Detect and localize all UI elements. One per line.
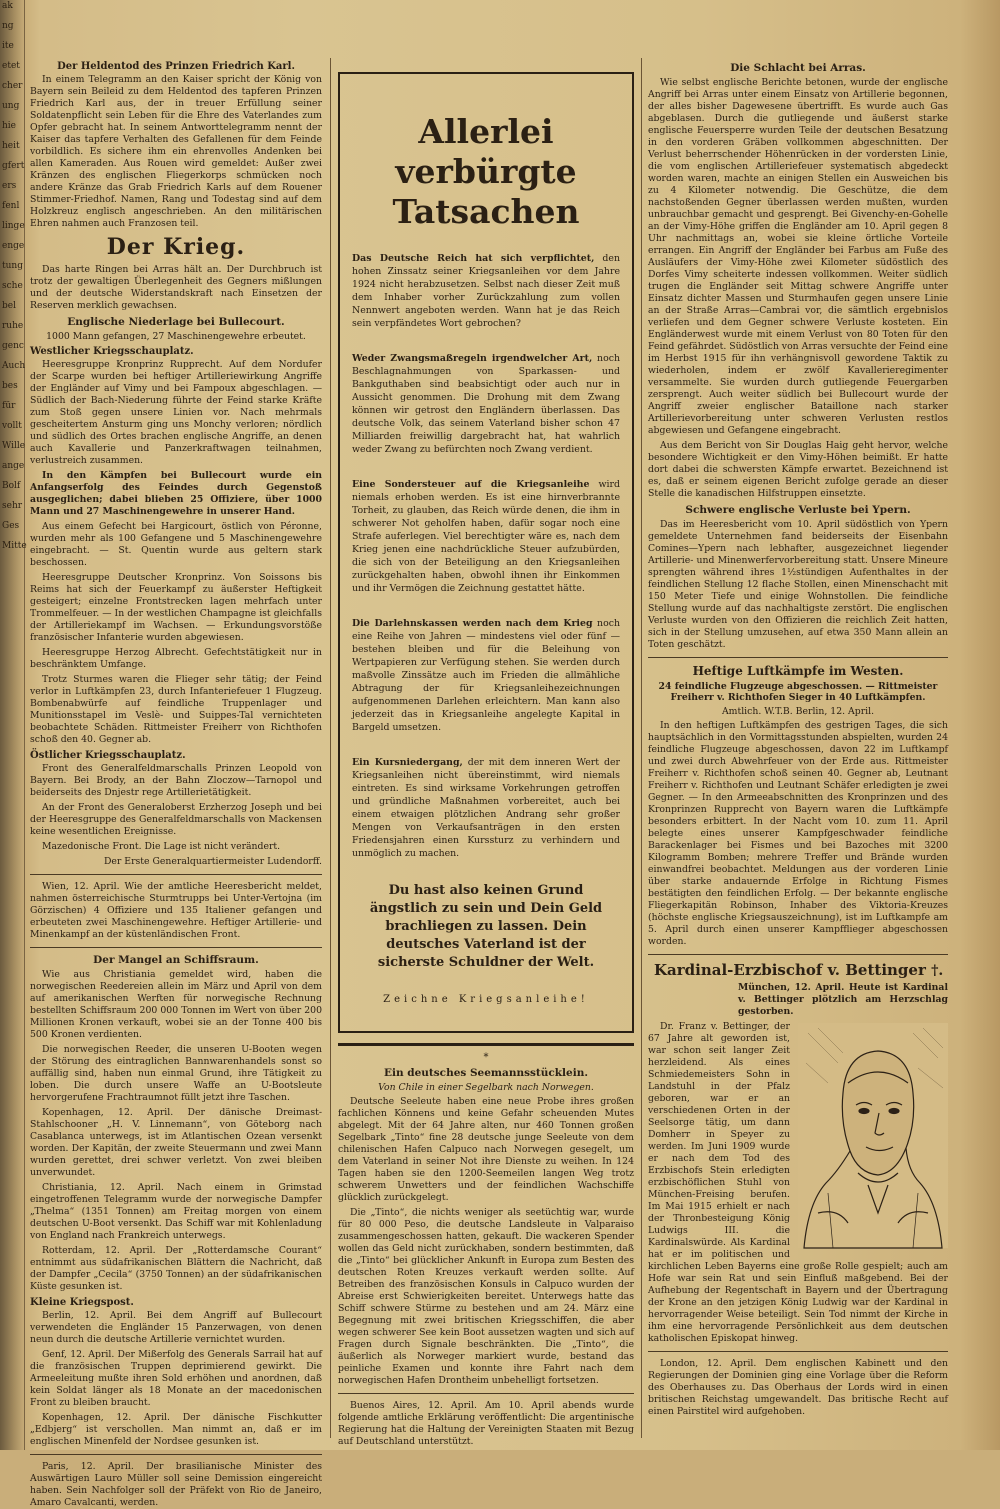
fact-1-body: den hohen Zinssatz seiner Kriegsanleihen vor dem Jahre 1924 nicht herabzusetzen. Selbst nach dieser Zeit muß dem Inhaber vorher Zurückzahlung zum vollen Nennwert angeboten werden. Wann hat je das Reich sein verpfändetes Wort gebrochen? (352, 253, 620, 329)
west-paragraph-1: Heeresgruppe Kronprinz Rupprecht. Auf dem Nordufer der Scarpe wurden bei heftiger Artilleriewirkung Angriffe der Engländer auf Vimy und bei Fampoux abgeschlagen. — Südlich der Bach-Niederung führte der Feind starke Kräfte zum Stoß gegen unsere Linien vor. Nach mehrmals gescheitertem Ansturm ging uns Monchy verloren; nördlich und südlich des Ortes brachen englische Angriffe, an denen auch Kavallerie und Panzerkraftwagen teilnahmen, verlustreich zusammen. (30, 359, 322, 466)
kriegspost-paragraph-2: Genf, 12. April. Der Mißerfolg des Generals Sarrail hat auf die französischen Truppen deprimierend gewirkt. Die Armeeleitung mußte ihren Sold erhöhen und anordnen, daß kein Soldat länger als 18 Monate an der macedonischen Front zu bleiben braucht. (30, 1349, 322, 1408)
fact-5 (352, 756, 620, 860)
column-middle (338, 58, 634, 1447)
wien-paragraph: Wien, 12. April. Wie der amtliche Heeresbericht meldet, nahmen österreichische Sturmtrupps bei Unter-Vertojna (im Görzischen) 4 Offiziere und 135 Italiener gefangen und erbeuteten zwei Maschinengewehre. Heftiger Artillerie- und Minenkampf an der küstenländischen Front. (30, 881, 322, 940)
east-front-heading: Östlicher Kriegsschauplatz. (30, 750, 186, 761)
fact-2 (352, 352, 620, 456)
kardinal-paragraph: Dr. Franz v. Bettinger, der 67 Jahre alt geworden ist, war schon seit langer Zeit herzleidend. Als eines Schmiedemeisters Sohn in Landstuhl in der Pfalz geboren, war er an verschiedenen Orten in der Seelsorge tätig, um dann Domherr in Speyer zu werden. Im Juni 1909 wurde er nach dem Tod des Erzbischofs Stein erledigten erzbischöflichen Stuhl von München-Freising berufen. Im Mai 1915 erhielt er nach der Thronbesteigung König Ludwigs III. die Kardinalswürde. Als Kardinal hat er im politischen und kirchlichen Leben Bayerns eine große Rolle gespielt; auch am Hofe war sein Rat und sein Einfluß maßgebend. Bei der Aufhebung der Regentschaft in Bayern und der Übertragung der Krone an den jetzigen König Ludwig war der Kardinal in hervorragender Weise beteiligt. Sein Tod nimmt der Kirche in ihm eine hervorragende Persönlichkeit aus dem deutschen katholischen Episkopat hinweg. (648, 1021, 948, 1344)
column-left (30, 58, 322, 1508)
margin-fragment: genc (2, 341, 24, 351)
separator (30, 874, 322, 875)
margin-fragment: sche (2, 281, 23, 291)
arras-paragraph-1: Wie selbst englische Berichte betonen, wurde der englische Angriff bei Arras unter einem Einsatz von Artillerie begonnen, der alles bisher Dagewesene übertrifft. Es wurde auch Gas abgeblasen. Durch die gutliegende und äußerst starke englische Feuersperre wurden Teile der deutschen Besatzung in den vorderen Gräben vollkommen abgeschnitten. Der Verlust beherrschender Höhenrücken in der vordersten Linie, die vom englischen Artilleriefeuer systematisch abgedeckt worden waren, machte an einigen Stellen ein Ausweichen bis zu 4 Kilometer notwendig. Die Geschütze, die dem nachstoßenden Gegner überlassen werden mußten, wurden unbrauchbar gemacht und gesprengt. Bei Givenchy-en-Gohelle an der Vimy-Höhe griffen die Engländer am 10. April gegen 8 Uhr nachmittags an, wobei sie kleine örtliche Vorteile errangen. Ein Angriff der Engländer bei Farbus am Fuße des Ausläufers der Vimy-Höhe zwei Kilometer südöstlich des Dorfes Vimy scheiterte indessen vollkommen. Weiter südlich trugen die Engländer seit Mittag schwere Angriffe unter Einsatz dichter Massen und Sturmhaufen gegen unsere Linie an der Straße Arras—Cambrai vor, die sämtlich ergebnislos verliefen und dem Gegner schwere Verluste kosteten. Ein Engländerwest wurde mit einem Verlust von 80 Toten für den Feind gefährdet. Südöstlich von Arras versuchte der Feind eine im Herbst 1915 für ihn verhängnisvoll gewordene Taktik zu wiederholen, indem er zwölf Kavallerieregimenter versammelte. Sie wurden durch gutliegende Feuergarben zersprengt. Auch weiter südlich bei Bullecourt wurde der Angriff zweier englischer Bataillone nach starker Artillerievorbereitung unter schweren Verlusten restlos abgewiesen und Gefangene eingebracht. (648, 77, 948, 436)
fact-3-lead: Eine Sondersteuer auf die Kriegsanleihe (352, 479, 590, 490)
west-paragraph-5: Heeresgruppe Herzog Albrecht. Gefechtstätigkeit nur in beschränktem Umfange. (30, 647, 322, 670)
schiffsraum-paragraph-1: Wie aus Christiania gemeldet wird, haben die norwegischen Reedereien allein im März und April von dem auf amerikanischen Werften für norwegische Rechnung bestellten Schiffsraum 200 000 Tonnen im Wert von über 200 Millionen Kronen verkauft, wobei sie an der Tonne 400 bis 500 Kronen verdienten. (30, 969, 322, 1040)
margin-fragment: ng (2, 21, 14, 31)
dagger-symbol: †. (931, 963, 944, 979)
column-rule-1 (330, 58, 331, 1438)
kardinal-portrait (798, 1023, 948, 1248)
luftkampf-paragraph: In den heftigen Luftkämpfen des gestrigen Tages, die sich hauptsächlich in den Vormittagsstunden abspielten, wurden 24 feindliche Flugzeuge abgeschossen, davon 22 im Luftkampf und zwei durch Abwehrfeuer von der Erde aus. Rittmeister Freiherr v. Richthofen schoß seinen 40. Gegner ab, Leutnant Freiherr v. Richthofen und Leutnant Schäfer erledigten je zwei Gegner. — In den Armeeabschnitten des Kronprinzen und des Kronprinzen Rupprecht von Bayern waren die Luftkämpfe besonders erbittert. In der Nacht vom 10. zum 11. April belegte eines unserer Kampfgeschwader feindliche Barackenlager bei Fismes und bei Bazoches mit 3200 Kilogramm Bomben; mehrere Treffer und Brände wurden einwandfrei beobachtet. Meldungen aus der vorderen Linie über starke andauernde Erfolge in Richtung Fismes bestätigten den feindlichen Erfolg. — Der bekannte englische Fliegerkapitän Robinson, Inhaber des Viktoria-Kreuzes (höchste englische Kriegsauszeichnung), ist im Luftkampfe am 5. April durch einen unserer Kampfflieger abgeschossen worden. (648, 720, 948, 947)
margin-fragment: sehr (2, 501, 23, 511)
schiffsraum-headline: Der Mangel an Schiffsraum. (93, 954, 259, 966)
schiffsraum-paragraph-2: Die norwegischen Reeder, die unseren U-Booten wegen der Störung des eintraglichen Bannwarenhandels sonst so auffällig sind, haben nun einmal Grund, ihre Tätigkeit zu loben. Die durch unsere Waffe an U-Bootsleute hervorgerufene Frachtraumnot füllt jetzt ihre Taschen. (30, 1044, 322, 1103)
margin-fragment: bel (2, 301, 16, 311)
west-front-heading: Westlicher Kriegsschauplatz. (30, 346, 194, 357)
advert-closing-statement: Du hast also keinen Grund ängstlich zu sein und Dein Geld brachliegen zu lassen. Dein deutsches Vaterland ist der sicherste Schuldner der Welt. (369, 883, 603, 970)
margin-fragment: ak (2, 1, 13, 11)
margin-fragment: ange (2, 461, 25, 471)
margin-fragment: vollt (2, 421, 22, 431)
advert-title-line-2: verbürgte Tatsachen (392, 152, 580, 231)
fact-3 (352, 478, 620, 595)
column-rule-2 (641, 58, 642, 1438)
london-paragraph: London, 12. April. Dem englischen Kabinett und den Regierungen der Dominien ging eine Vorlage über die Reform des Oberhauses zu. Das Oberhaus der Lords wird in einen britischen Reichstag umgewandelt. Das britische Recht auf einen Pairstitel wird aufgehoben. (648, 1358, 948, 1417)
east-paragraph-3: Mazedonische Front. Die Lage ist nicht verändert. (42, 841, 281, 852)
ypern-headline: Schwere englische Verluste bei Ypern. (685, 504, 911, 516)
separator-thick (338, 1043, 634, 1046)
arras-headline: Die Schlacht bei Arras. (730, 62, 866, 74)
margin-fragment: für (2, 401, 16, 411)
margin-fragment: Ges (2, 521, 20, 531)
margin-fragment: cher (2, 81, 23, 91)
margin-fragment: enge (2, 241, 25, 251)
margin-fragment: ers (2, 181, 17, 191)
margin-fragment: heit (2, 141, 20, 151)
schiffsraum-paragraph-3: Kopenhagen, 12. April. Der dänische Dreimast-Stahlschooner „H. V. Linnemann“, von Göteborg nach Casablanca unterwegs, ist im Atlantischen Ozean versenkt worden. Der Kapitän, der zweite Steuermann und zwei Mann wurden gerettet, drei schwer verletzt. Von zwei bleiben unverwundet. (30, 1107, 322, 1178)
margin-fragment: ite (2, 41, 14, 51)
fact-5-lead: Ein Kursniedergang, (352, 757, 463, 768)
heldentod-paragraph: In einem Telegramm an den Kaiser spricht der König von Bayern sein Beileid zu dem Heldentod des tapferen Prinzen Friedrich Karl aus, der in treuer Erfüllung seiner Soldatenpflicht sein Leben für die Ehre des Vaterlandes zum Opfer gebracht hat. In seinem Antworttelegramm nennt der Kaiser das tapfere Verhalten des Gefallenen für dem Feinde vorbildlich. Es sichere ihm ein ehrenvolles Andenken bei allen Kameraden. Aus Rouen wird gemeldet: Außer zwei Kränzen des englischen Fliegerkorps schmücken noch andere Kränze das Grab Friedrich Karls auf dem Rouener Stimmer-Friedhof. Namen, Rang und Todestag sind auf dem Holzkreuz englisch angeschrieben. An den militärischen Ehren nahmen auch Franzosen teil. (30, 74, 322, 229)
fact-4-lead: Die Darlehnskassen werden nach dem Krieg (352, 618, 593, 629)
column-right (648, 58, 948, 1443)
separator (338, 1393, 634, 1394)
east-paragraph-1: Front des Generalfeldmarschalls Prinzen Leopold von Bayern. Bei Brody, an der Bahn Zloczow—Tarnopol und beiderseits des Dnjestr rege Artillerietätigkeit. (30, 763, 322, 798)
advert-call-to-action: Zeichne Kriegsanleihe! (383, 994, 589, 1005)
fact-2-lead: Weder Zwangsmaßregeln irgendwelcher Art, (352, 353, 593, 364)
kriegspost-paragraph-1: Berlin, 12. April. Bei dem Angriff auf Bullecourt verwendeten die Engländer 15 Panzerwagen, von denen neun durch die deutsche Artillerie vernichtet wurden. (30, 1310, 322, 1345)
margin-fragment: ung (2, 101, 20, 111)
bullecourt-subheadline: 1000 Mann gefangen, 27 Maschinengewehre erbeutet. (46, 331, 306, 342)
luftkampf-headline: Heftige Luftkämpfe im Westen. (692, 664, 904, 678)
margin-fragment: tung (2, 261, 23, 271)
seemann-paragraph-2: Die „Tinto“, die nichts weniger als seetüchtig war, wurde für 80 000 Peso, die deutsche Landsleute in Valparaiso zusammengeschossen hatten, gekauft. Die wackeren Spender wollen das Geld nicht zurückhaben, sondern bestimmten, daß die „Tinto“ bei glücklicher Ankunft in Europa zum Besten des deutschen Roten Kreuzes verkauft werden sollte. Auf Betreiben des französischen Konsuls in Calpuco wurden der Abreise erst Schwierigkeiten bereitet. Unterwegs hatte das Schiff schwere Stürme zu bestehen und am 24. März eine Begegnung mit zwei britischen Kriegsschiffen, die aber wegen schwerer See kein Boot aussetzen wagten und sich auf Fragen durch Signale beschränkten. Die „Tinto“, die äußerlich als Norweger markiert wurde, bestand das peinliche Examen und konnte ihre Fahrt nach dem norwegischen Hafen Drontheim unbehelligt fortsetzen. (338, 1207, 634, 1386)
luftkampf-subheadline: 24 feindliche Flugzeuge abgeschossen. — Rittmeister Freiherr v. Richthofen Sieger in 40 Luftkämpfen. (658, 681, 938, 703)
west-paragraph-4: Heeresgruppe Deutscher Kronprinz. Von Soissons bis Reims hat sich der Feuerkampf zu äußerster Heftigkeit gesteigert; einzelne Frontstrecken lagen mehrfach unter Trommelfeuer. — In der westlichen Champagne ist gleichfalls der Artilleriekampf im Wachsen. — Erkundungsvorstöße französischer Infanterie wurden abgewiesen. (30, 572, 322, 643)
kardinal-dateline: München, 12. April. Heute ist Kardinal v. Bettinger plötzlich am Herzschlag gestorben. (738, 982, 948, 1017)
separator (648, 657, 948, 658)
margin-fragment: gfert (2, 161, 25, 171)
luftkampf-dateline: Amtlich. W.T.B. Berlin, 12. April. (721, 706, 875, 717)
krieg-paragraph: Das harte Ringen bei Arras hält an. Der Durchbruch ist trotz der gewaltigen Überlegenheit des Gegners mißlungen und der deutsche Widerstandskraft nach Einsetzen der Reserven merklich gewachsen. (30, 264, 322, 311)
separator (648, 954, 948, 955)
margin-fragment: Wille (2, 441, 26, 451)
fact-1-lead: Das Deutsche Reich hat sich verpflichtet, (352, 253, 595, 264)
heldentod-headline: Der Heldentod des Prinzen Friedrich Karl. (57, 61, 295, 72)
fact-5-body: der mit dem inneren Wert der Kriegsanleihen nicht übereinstimmt, wird niemals eintreten. Es sind wirksame Vorkehrungen getroffen und gründliche Maßnahmen vorbereitet, auch bei einem etwaigen plötzlichen Andrang sehr großer Mengen von Verkaufsanträgen in den ersten Friedensjahren einen Kurssturz zu verhindern und unmöglich zu machen. (352, 757, 620, 859)
margin-fragment: etet (2, 61, 20, 71)
arras-paragraph-2: Aus dem Bericht von Sir Douglas Haig geht hervor, welche besondere Wichtigkeit er den Vimy-Höhen beimißt. Er hatte dort dabei die schwersten Kämpfe erwartet. Bezeichnend ist es, daß er seinem eigenen Bericht zufolge gerade an dieser Stelle die kanadischen Hilfstruppen einsetzte. (648, 440, 948, 499)
margin-fragment: hie (2, 121, 17, 131)
krieg-headline: Der Krieg. (106, 234, 246, 260)
fact-2-body: noch Beschlagnahmungen von Sparkassen- und Bankguthaben sind beabsichtigt oder auch nur in Aussicht genommen. Die Drohung mit dem Zwang können wir getrost den Engländern überlassen. Das deutsche Volk, das seinem Vaterland bisher schon 47 Milliarden freiwillig dargebracht hat, hat wahrlich weder Zwang zu befürchten noch Zwang verdient. (352, 353, 621, 455)
separator (30, 1454, 322, 1455)
star-ornament: * (483, 1052, 489, 1063)
left-margin-fragment-column (0, 0, 25, 1450)
east-paragraph-2: An der Front des Generaloberst Erzherzog Joseph und bei der Heeresgruppe des Generalfeldmarschalls von Mackensen keine wesentlichen Ereignisse. (30, 802, 322, 837)
fact-4-body: noch eine Reihe von Jahren — mindestens viel oder fünf — bestehen bleiben und für die Beleihung von Wertpapieren zur Verfügung stehen. Sie werden durch maßvolle Zinssätze auch im Frieden die allmähliche Abtragung der für Kriegsanleihezeichnungen aufgenommenen Darlehen erleichtern. Man kann also jederzeit das in Kriegsanleihe angelegte Kapital in Bargeld umsetzen. (352, 618, 621, 733)
seemann-headline: Ein deutsches Seemannsstücklein. (383, 1067, 589, 1079)
margin-fragment: bes (2, 381, 18, 391)
separator (30, 947, 322, 948)
schiffsraum-paragraph-4: Christiania, 12. April. Nach einem in Grimstad eingetroffenen Telegramm wurde der norwegische Dampfer „Thelma“ (1351 Tonnen) am Freitag morgen von einem deutschen U-Boot versenkt. Das Schiff war mit Kohlenladung von England nach Frankreich unterwegs. (30, 1182, 322, 1241)
kriegsanleihe-advert-box (338, 72, 634, 1033)
kriegspost-heading: Kleine Kriegspost. (30, 1297, 134, 1308)
seemann-subheadline: Von Chile in einer Segelbark nach Norwegen. (378, 1082, 594, 1093)
west-paragraph-3: Aus einem Gefecht bei Hargicourt, östlich von Péronne, wurden mehr als 100 Gefangene und 5 Maschinengewehre eingebracht. — St. Quentin wurde aus geltern stark beschossen. (30, 521, 322, 568)
advert-title-line-1: Allerlei (418, 112, 554, 151)
kardinal-headline-text: Kardinal-Erzbischof v. Bettinger (654, 961, 926, 979)
buenos-aires-paragraph: Buenos Aires, 12. April. Am 10. April abends wurde folgende amtliche Erklärung veröffentlicht: Die argentinische Regierung hat die Haltung der Vereinigten Staaten mit Bezug auf Deutschland unterstützt. (338, 1400, 634, 1447)
margin-fragment: Mitte (2, 541, 27, 551)
fact-4 (352, 617, 620, 734)
schiffsraum-paragraph-5: Rotterdam, 12. April. Der „Rotterdamsche Courant“ entnimmt aus südafrikanischen Blättern die Nachricht, daß der Dampfer „Cecila“ (3750 Tonnen) an der südafrikanischen Küste gesunken ist. (30, 1245, 322, 1292)
fact-1 (352, 252, 620, 330)
west-paragraph-6: Trotz Sturmes waren die Flieger sehr tätig; der Feind verlor in Luftkämpfen 23, durch Infanteriefeuer 1 Flugzeug. Bombenabwürfe auf feindliche Truppenlager und Munitionsstapel im Veslè- und Suippes-Tal vernichteten beobachtete Schäden. Rittmeister Freiherr von Richthofen schoß den 40. Gegner ab. (30, 674, 322, 745)
kardinal-headline (654, 961, 948, 979)
advert-title (352, 112, 620, 232)
kriegspost-paragraph-4: Paris, 12. April. Der brasilianische Minister des Auswärtigen Lauro Müller soll seine Demission eingereicht haben. Sein Nachfolger soll der Präfekt von Rio de Janeiro, Amaro Cavalcanti, werden. (30, 1461, 322, 1508)
separator (648, 1351, 948, 1352)
margin-fragment: Bolf (2, 481, 21, 491)
ludendorff-signature: Der Erste Generalquartiermeister Ludendorff. (103, 856, 322, 867)
ypern-paragraph: Das im Heeresbericht vom 10. April südöstlich von Ypern gemeldete Unternehmen fand beiderseits der Eisenbahn Comines—Ypern nach lebhafter, ausgezeichnet liegender Artillerie- und Minenwerfervorbereitung statt. Unsere Mineure sprengten während ihres 1½stündigen Aufenthaltes in der feindlichen Stellung 12 flache Stollen, einen Minenschacht mit 150 Meter Tiefe und einige Wohnstollen. Die feindliche Stellung wurde auf das nachhaltigste zerstört. Die englischen Verluste wurden von den Offizieren die reichlich Zeit hatten, sich in der Stellung umzusehen, auf etwa 350 Mann allein an Toten geschätzt. (648, 519, 948, 650)
kriegspost-paragraph-3: Kopenhagen, 12. April. Der dänische Fischkutter „Edbjerg“ ist verschollen. Man nimmt an, daß er im englischen Minenfeld der Nordsee gesunken ist. (30, 1412, 322, 1447)
margin-fragment: ruhe (2, 321, 24, 331)
west-paragraph-2: In den Kämpfen bei Bullecourt wurde ein Anfangserfolg des Feindes durch Gegenstoß ausgeglichen; dabei blieben 25 Offiziere, über 1000 Mann und 27 Maschinengewehre in unserer Hand. (30, 470, 322, 517)
margin-fragment: linge (2, 221, 25, 231)
margin-fragment: fenl (2, 201, 20, 211)
margin-fragment: Auch (2, 361, 26, 371)
seemann-paragraph-1: Deutsche Seeleute haben eine neue Probe ihres großen fachlichen Könnens und keine Gefahr scheuenden Mutes abgelegt. Mit der 64 Jahre alten, nur 460 Tonnen großen Segelbark „Tinto“ fine 28 deutsche junge Seeleute von dem chilenischen Hafen Calpuco nach Norwegen gesegelt, um dem Vaterland in seiner Not ihre Dienste zu weihen. In 124 Tagen haben sie den 1200-Seemeilen langen Weg trotz schwerem Unwetters und der feindlichen Wachschiffe glücklich zurückgelegt. (338, 1096, 634, 1203)
fact-3-body: wird niemals erhoben werden. Es ist eine hirnverbrannte Torheit, zu glauben, das Reich würde denen, die ihm in schwerer Not geholfen haben, dafür sogar noch eine Strafe auferlegen. Viel berechtigter wäre es, nach dem Krieg jenen eine nachdrückliche Steuer aufzubürden, die sich von der Beteiligung an den Kriegsanleihen zurückgehalten haben, obwohl ihnen ihr Einkommen und ihr Vermögen die Zeichnung gestattet hätte. (352, 479, 620, 594)
bullecourt-headline: Englische Niederlage bei Bullecourt. (67, 316, 285, 328)
